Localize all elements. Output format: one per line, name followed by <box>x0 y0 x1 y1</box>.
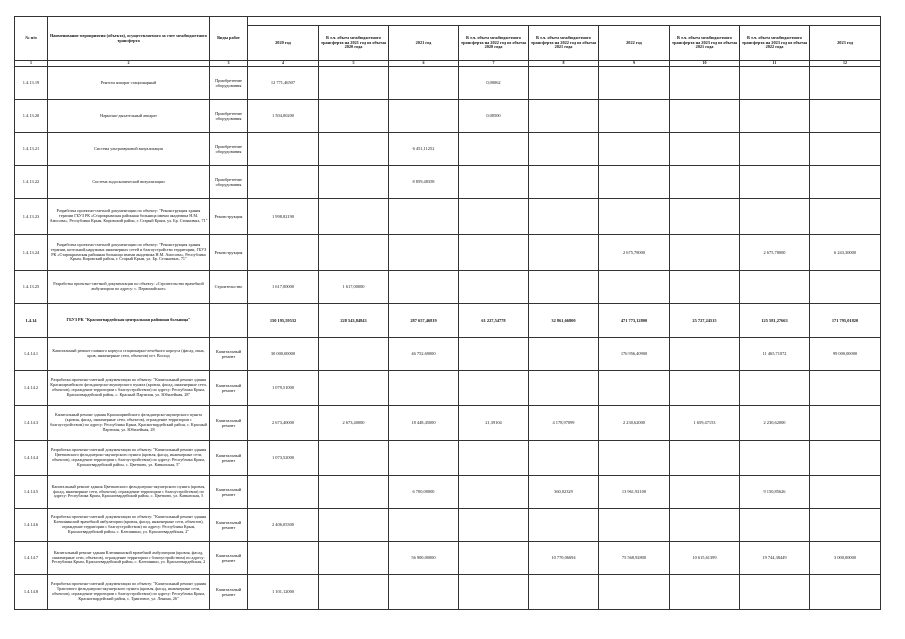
value-2020: 30 000,00000 <box>248 338 319 371</box>
value-2022 <box>599 371 670 406</box>
header-2023: 2023 год <box>810 26 881 61</box>
value-2023-from-2021 <box>670 441 740 476</box>
value-2020: 1 073,52000 <box>248 441 319 476</box>
table-row <box>15 441 881 476</box>
value-2022-from-2021: 4 178,97099 <box>529 406 599 441</box>
row-work-type: Капитальный ремонт <box>210 476 248 509</box>
table-row <box>15 271 881 304</box>
header-2021: 2021 год <box>389 26 459 61</box>
value-2021-from-2020 <box>319 100 389 133</box>
row-work-type <box>210 304 248 338</box>
row-work-type: Капитальный ремонт <box>210 371 248 406</box>
value-2021 <box>389 100 459 133</box>
value-2023-from-2021 <box>670 199 740 235</box>
value-2022-from-2020: 21,39104 <box>459 406 529 441</box>
value-2023: 171 795,01820 <box>810 304 881 338</box>
value-2022-from-2021 <box>529 338 599 371</box>
column-number: 10 <box>670 61 740 67</box>
table-row <box>15 133 881 166</box>
row-number: 1.4.14.8 <box>15 575 48 610</box>
value-2023-from-2021 <box>670 371 740 406</box>
value-2023-from-2022: 11 465,71072 <box>740 338 810 371</box>
value-2021-from-2020 <box>319 199 389 235</box>
row-work-type: Приобретение оборудования <box>210 100 248 133</box>
table-row <box>15 509 881 542</box>
value-2022-from-2021 <box>529 575 599 610</box>
header-2023-from-2021: В т.ч. объем межбюджетного трансферта на 2023 год из объема 2021 года <box>670 26 740 61</box>
value-2021-from-2020 <box>319 338 389 371</box>
value-2022-from-2021: 360,02329 <box>529 476 599 509</box>
row-number: 1.4.13.22 <box>15 166 48 199</box>
value-2022-from-2021: 32 861,66800 <box>529 304 599 338</box>
value-2022 <box>599 575 670 610</box>
value-2023-from-2022: 2 675,78000 <box>740 235 810 271</box>
table-row <box>15 199 881 235</box>
value-2022-from-2020: 61 227,54778 <box>459 304 529 338</box>
row-work-type: Реконструкция <box>210 199 248 235</box>
value-2021-from-2020 <box>319 575 389 610</box>
value-2021-from-2020 <box>319 133 389 166</box>
row-work-type: Капитальный ремонт <box>210 441 248 476</box>
table-row <box>15 67 881 100</box>
row-number: 1.4.13.19 <box>15 67 48 100</box>
value-2022-from-2020 <box>459 542 529 575</box>
value-2023-from-2022: 19 744,38449 <box>740 542 810 575</box>
value-2020: 1 504,00200 <box>248 100 319 133</box>
row-number: 1.4.14.5 <box>15 476 48 509</box>
value-2023 <box>810 406 881 441</box>
value-2020: 1 101,12000 <box>248 575 319 610</box>
row-name: Разработка проектно-сметной документации по объекту: "Капитальный ремонт здания Трактового фельдшерско-акушерского пункта (кровля, фасад, инженерные сети, объектов), ограждение территории с благоустройством) по адресу: Республика Крым, Красногвардейский район, с. Трактовое, ул. Ленина, 26" <box>48 575 210 610</box>
value-2021: 46 752,69000 <box>389 338 459 371</box>
table-row <box>15 166 881 199</box>
value-2020: 1 079,51000 <box>248 371 319 406</box>
value-2021-from-2020 <box>319 441 389 476</box>
row-name: Разработка проектно-сметной документации по объекту: «Строительство врачебной амбулатории по адресу: с. Первомайское» <box>48 271 210 304</box>
row-work-type: Приобретение оборудования <box>210 67 248 100</box>
row-name: Наркозно-дыхательный аппарат <box>48 100 210 133</box>
column-number: 12 <box>810 61 881 67</box>
value-2022 <box>599 100 670 133</box>
value-2021-from-2020 <box>319 371 389 406</box>
value-2023-from-2021: 1 659,47153 <box>670 406 740 441</box>
value-2021-from-2020: 228 543,84843 <box>319 304 389 338</box>
row-name: Капитальный ремонт здания Цветковского фельдшерско-акушерского пункта (кровля, фасад, инженерные сети, объектов), ограждение территории с благоустройством) по адресу: Республика Крым, Красногвардейский район, с. Цветково, ул. Кавказская, 5 <box>48 476 210 509</box>
value-2023 <box>810 371 881 406</box>
value-2022-from-2020 <box>459 441 529 476</box>
row-work-type: Капитальный ремонт <box>210 406 248 441</box>
value-2023 <box>810 509 881 542</box>
column-number: 6 <box>389 61 459 67</box>
value-2023-from-2021: 10 615,61399 <box>670 542 740 575</box>
value-2023-from-2021 <box>670 235 740 271</box>
value-2023-from-2022 <box>740 166 810 199</box>
value-2022-from-2020 <box>459 476 529 509</box>
value-2022-from-2020 <box>459 338 529 371</box>
row-number: 1.4.13.20 <box>15 100 48 133</box>
value-2022-from-2020 <box>459 509 529 542</box>
value-2021 <box>389 509 459 542</box>
value-2020: 1 998,82190 <box>248 199 319 235</box>
column-number: 11 <box>740 61 810 67</box>
value-2021: 287 657,46819 <box>389 304 459 338</box>
value-2022: 176 956,40900 <box>599 338 670 371</box>
value-2022-from-2021 <box>529 100 599 133</box>
value-2023-from-2021 <box>670 166 740 199</box>
value-2023-from-2022: 2 230,62000 <box>740 406 810 441</box>
value-2020: 2 406,05300 <box>248 509 319 542</box>
row-name: Система эндоскопической визуализации <box>48 166 210 199</box>
value-2022-from-2021 <box>529 271 599 304</box>
value-2023-from-2022 <box>740 441 810 476</box>
value-2023-from-2021 <box>670 476 740 509</box>
value-2023-from-2022 <box>740 100 810 133</box>
value-2021: 6 700,00000 <box>389 476 459 509</box>
budget-table <box>14 16 881 610</box>
row-work-type: Приобретение оборудования <box>210 166 248 199</box>
value-2023 <box>810 476 881 509</box>
value-2023-from-2021 <box>670 67 740 100</box>
value-2022 <box>599 271 670 304</box>
value-2023 <box>810 271 881 304</box>
value-2021-from-2020 <box>319 542 389 575</box>
value-2022-from-2020 <box>459 271 529 304</box>
value-2022-from-2021 <box>529 441 599 476</box>
row-name: Рентген аппарат стационарный <box>48 67 210 100</box>
row-name: Капитальный ремонт здания Клепининской врачебной амбулатории (кровля, фасад, инженерные сети, объектов), ограждение территории с благоустройством) по адресу: Республика Крым, Красногвардейский район, с. Клепинино, ул. Красногвардейская, 2 <box>48 542 210 575</box>
row-number: 1.4.13.23 <box>15 199 48 235</box>
row-number: 1.4.14.4 <box>15 441 48 476</box>
value-2023-from-2022 <box>740 67 810 100</box>
value-2022: 13 961,92100 <box>599 476 670 509</box>
row-name: Капитальный ремонт главного корпуса стационарно-лечебного корпуса (фасад, окна, кров, инженерные сети, объектов) пгт. Восход <box>48 338 210 371</box>
row-name: Разработка проектно-сметной документации по объекту: "Капитальный ремонт здания Клепининской врачебной амбулатории (кровля, фасад, инженерные сети, объектов), ограждение территории с благоустройством) по адресу: Республика Крым, Красногвардейский район, с. Клепинино, ул. Красногвардейская, 2" <box>48 509 210 542</box>
row-work-type: Реконструкция <box>210 235 248 271</box>
value-2020: 2 673,40000 <box>248 406 319 441</box>
table-row <box>15 476 881 509</box>
row-name: Разработка проектно-сметной документации по объекту: "Капитальный ремонт здания Красноармейского фельдшерско-акушерского пункта (кровля, фасад, инженерные сети, объектов), ограждение территории с благоустройством) по адресу: Республика Крым, Красногвардейский район, с. Красный Партизан, ул. Юбилейная, 28" <box>48 371 210 406</box>
table-row <box>15 371 881 406</box>
row-number: 1.4.14.6 <box>15 509 48 542</box>
value-2022-from-2020 <box>459 575 529 610</box>
value-2022-from-2021 <box>529 509 599 542</box>
header-2022-from-2021: В т.ч. объем межбюджетного трансферта на 2022 год из объема 2021 года <box>529 26 599 61</box>
column-number: 9 <box>599 61 670 67</box>
row-name: Разработка проектно-сметной документации по объекту: "Капитальный ремонт здания Цветковского фельдшерско-акушерского пункта (кровля, фасад, инженерные сети, объектов), ограждение территории с благоустройством) по адресу: Республика Крым, Красногвардейский район, с. Цветково, ул. Кавказская, 5" <box>48 441 210 476</box>
column-number: 3 <box>210 61 248 67</box>
value-2021-from-2020 <box>319 476 389 509</box>
table-row <box>15 235 881 271</box>
value-2023-from-2022 <box>740 133 810 166</box>
value-2021 <box>389 441 459 476</box>
value-2023-from-2022: 9 150,85626 <box>740 476 810 509</box>
value-2022-from-2020: 0,00500 <box>459 100 529 133</box>
value-2021 <box>389 199 459 235</box>
header-2022: 2022 год <box>599 26 670 61</box>
row-number: 1.4.13.21 <box>15 133 48 166</box>
row-number: 1.4.14.7 <box>15 542 48 575</box>
value-2023 <box>810 166 881 199</box>
value-2023 <box>810 67 881 100</box>
row-work-type: Капитальный ремонт <box>210 338 248 371</box>
table-row <box>15 575 881 610</box>
column-number: 4 <box>248 61 319 67</box>
value-2021: 8 859,48358 <box>389 166 459 199</box>
header-name: Наименование мероприятия (объекта), осуществляемого за счет межбюджетного трансферта <box>48 17 210 61</box>
value-2020: 1 617,00000 <box>248 271 319 304</box>
value-2020 <box>248 166 319 199</box>
value-2021-from-2020 <box>319 67 389 100</box>
value-2022-from-2020 <box>459 235 529 271</box>
value-2023-from-2021 <box>670 133 740 166</box>
row-work-type: Строительство <box>210 271 248 304</box>
row-name: Разработка проектно-сметной документации по объекту: "Реконструкция здания терапии, котельной,наружных инженерных сетей и благоустройство территории, ГБУЗ РК «Старокрымская районная больница имени академика Н.М. Амосова», Республика Крым, Кировский район, г. Старый Крым, ул. Бр. Стояновых, 71" <box>48 235 210 271</box>
column-number: 5 <box>319 61 389 67</box>
value-2020 <box>248 133 319 166</box>
value-2021-from-2020 <box>319 166 389 199</box>
value-2021-from-2020: 1 617,00000 <box>319 271 389 304</box>
value-2022: 75 568,92800 <box>599 542 670 575</box>
value-2022-from-2020 <box>459 199 529 235</box>
row-work-type: Приобретение оборудования <box>210 133 248 166</box>
row-number: 1.4.14.1 <box>15 338 48 371</box>
value-2021 <box>389 67 459 100</box>
row-number: 1.4.14.3 <box>15 406 48 441</box>
column-number: 8 <box>529 61 599 67</box>
value-2021-from-2020: 2 673,40000 <box>319 406 389 441</box>
value-2022-from-2020: 0,00062 <box>459 67 529 100</box>
value-2022-from-2021 <box>529 67 599 100</box>
table-row <box>15 100 881 133</box>
value-2022 <box>599 509 670 542</box>
value-2023-from-2022: 125 581,27663 <box>740 304 810 338</box>
value-2023-from-2022 <box>740 271 810 304</box>
value-2020: 12 771,46507 <box>248 67 319 100</box>
value-2021 <box>389 575 459 610</box>
value-2021: 6 451,11252 <box>389 133 459 166</box>
row-work-type: Капитальный ремонт <box>210 542 248 575</box>
value-2023 <box>810 100 881 133</box>
row-number: 1.4.13.25 <box>15 271 48 304</box>
value-2022-from-2021: 10 770,06694 <box>529 542 599 575</box>
header-work: Виды работ <box>210 17 248 61</box>
value-2020: 150 195,59532 <box>248 304 319 338</box>
row-name: Система ультразвуковой визуализации <box>48 133 210 166</box>
column-number: 2 <box>48 61 210 67</box>
table-row <box>15 304 881 338</box>
row-name: ГБУЗ РК "Красногвардейская центральная районная больница" <box>48 304 210 338</box>
value-2022 <box>599 67 670 100</box>
header-2022-from-2020: В т.ч. объем межбюджетного трансферта на 2022 год из объема 2020 года <box>459 26 529 61</box>
column-number: 7 <box>459 61 529 67</box>
header-2023-from-2022: В т.ч. объем межбюджетного трансферта на 2023 год из объема 2022 года <box>740 26 810 61</box>
column-number: 1 <box>15 61 48 67</box>
value-2023-from-2021 <box>670 338 740 371</box>
value-2022 <box>599 166 670 199</box>
value-2023-from-2021: 25 727,24515 <box>670 304 740 338</box>
value-2021 <box>389 371 459 406</box>
row-name: Капитальный ремонт здания Красноармейского фельдшерско-акушерского пункта (кровля, фасад, инженерные сети, объектов), ограждение территории с благоустройством) по адресу: Республика Крым, Красногвардейский район, с. Красный Партизан, ул. Юбилейная, 28 <box>48 406 210 441</box>
header-span <box>248 17 881 26</box>
header-2020: 2020 год <box>248 26 319 61</box>
row-name: Разработка проектно-сметной документации по объекту: "Реконструкция здания терапии ГБУЗ РК «Старокрымская районная больница имени академика Н.М. Амосова», Республика Крым, Кировский район, г. Старый Крым, ул. Бр. Стояновых, 71" <box>48 199 210 235</box>
value-2023-from-2021 <box>670 100 740 133</box>
value-2022-from-2021 <box>529 235 599 271</box>
table-row <box>15 338 881 371</box>
value-2023: 99 000,00000 <box>810 338 881 371</box>
row-work-type: Капитальный ремонт <box>210 575 248 610</box>
table-row <box>15 406 881 441</box>
value-2022-from-2021 <box>529 166 599 199</box>
value-2021 <box>389 271 459 304</box>
value-2022 <box>599 133 670 166</box>
value-2023-from-2022 <box>740 371 810 406</box>
value-2023 <box>810 441 881 476</box>
row-number: 1.4.14 <box>15 304 48 338</box>
value-2021: 56 900,00000 <box>389 542 459 575</box>
value-2022-from-2021 <box>529 199 599 235</box>
table-row <box>15 542 881 575</box>
value-2022 <box>599 199 670 235</box>
value-2022-from-2021 <box>529 371 599 406</box>
value-2022: 471 773,12800 <box>599 304 670 338</box>
value-2023: 3 000,00000 <box>810 542 881 575</box>
value-2020 <box>248 476 319 509</box>
header-top-row <box>15 17 881 26</box>
value-2023-from-2022 <box>740 575 810 610</box>
value-2023 <box>810 133 881 166</box>
row-number: 1.4.14.2 <box>15 371 48 406</box>
value-2023-from-2022 <box>740 199 810 235</box>
header-no: № п/п <box>15 17 48 61</box>
value-2021 <box>389 235 459 271</box>
value-2023-from-2021 <box>670 575 740 610</box>
value-2023 <box>810 199 881 235</box>
value-2022-from-2020 <box>459 133 529 166</box>
header-2021-from-2020: В т.ч. объем межбюджетного трансферта на 2021 год из объема 2020 года <box>319 26 389 61</box>
value-2020 <box>248 542 319 575</box>
value-2022-from-2020 <box>459 371 529 406</box>
value-2022: 2 675,78000 <box>599 235 670 271</box>
value-2021: 18 448,45000 <box>389 406 459 441</box>
value-2020 <box>248 235 319 271</box>
value-2022 <box>599 441 670 476</box>
value-2023: 6 243,30000 <box>810 235 881 271</box>
value-2021-from-2020 <box>319 509 389 542</box>
value-2022-from-2021 <box>529 133 599 166</box>
value-2023-from-2021 <box>670 509 740 542</box>
value-2023-from-2021 <box>670 271 740 304</box>
value-2022-from-2020 <box>459 166 529 199</box>
row-work-type: Капитальный ремонт <box>210 509 248 542</box>
row-number: 1.4.13.24 <box>15 235 48 271</box>
value-2023 <box>810 575 881 610</box>
value-2023-from-2022 <box>740 509 810 542</box>
value-2022: 2 230,62000 <box>599 406 670 441</box>
value-2021-from-2020 <box>319 235 389 271</box>
